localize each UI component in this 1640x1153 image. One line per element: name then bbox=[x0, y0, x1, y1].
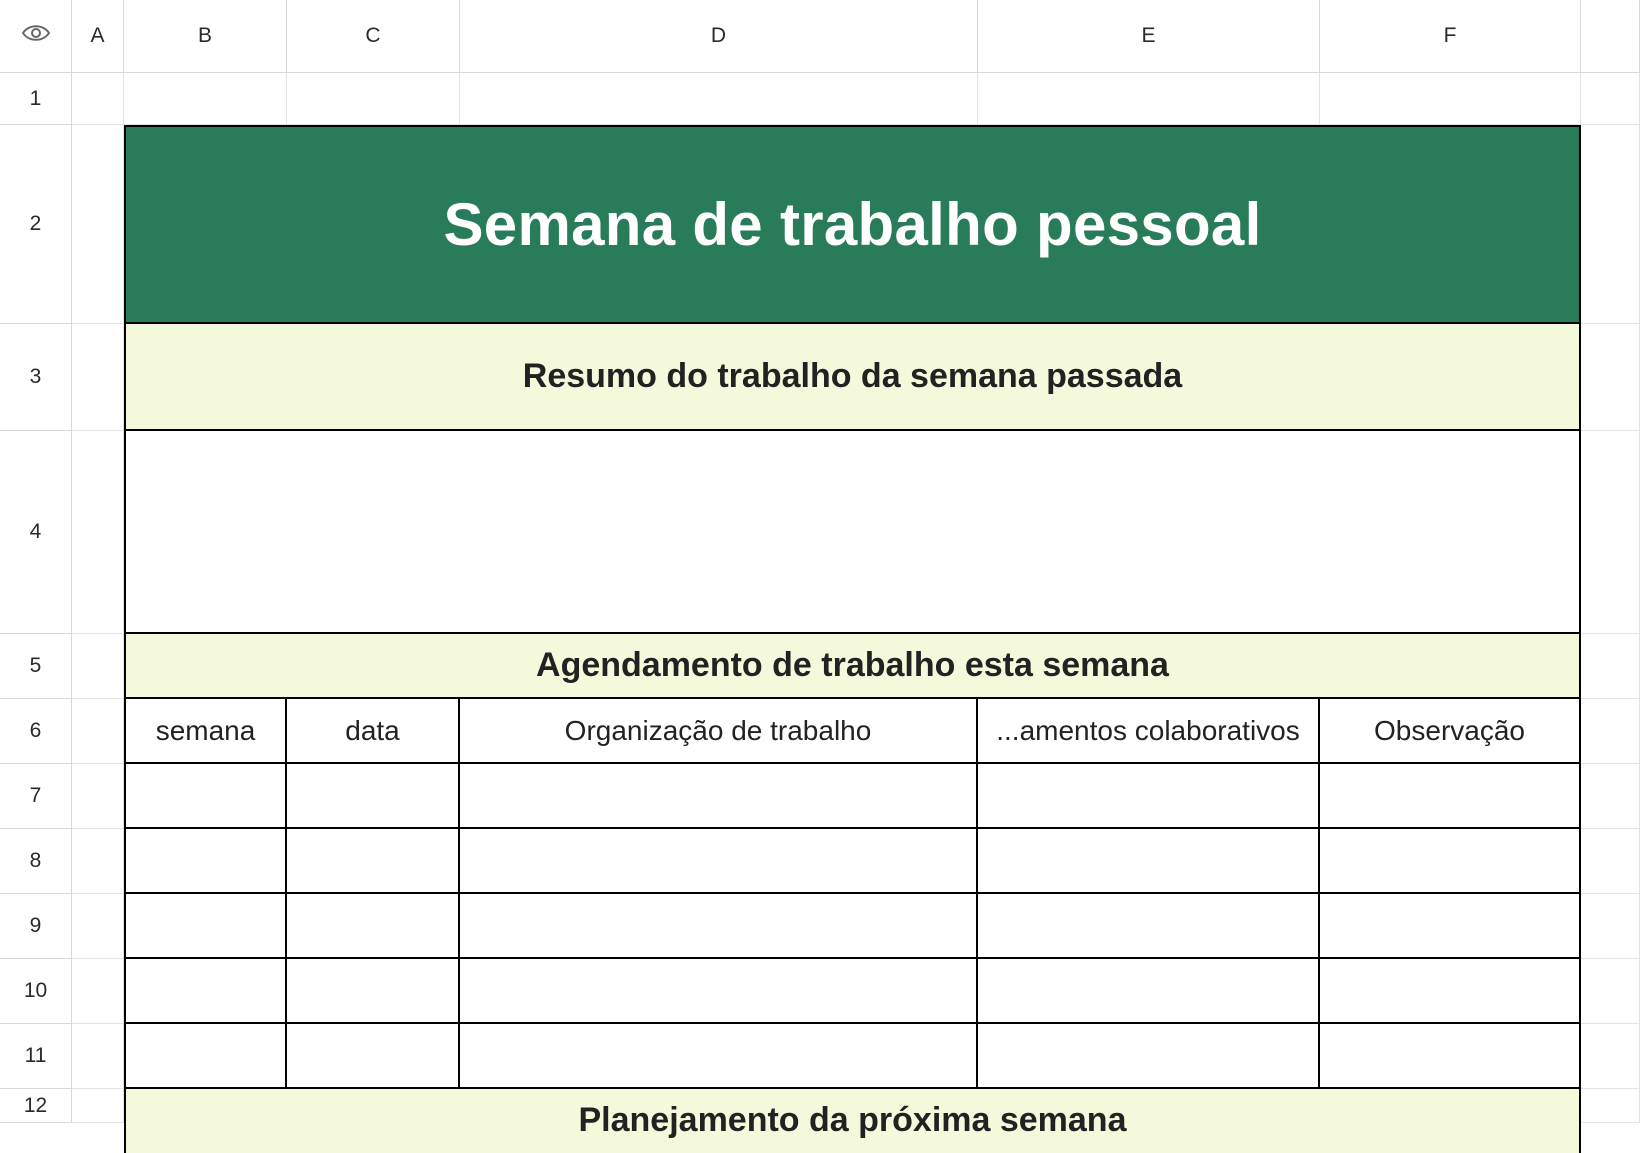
column-header-b[interactable]: B bbox=[124, 0, 287, 73]
grid-cell[interactable] bbox=[1581, 1089, 1640, 1123]
row-header-2[interactable]: 2 bbox=[0, 125, 72, 324]
header-collaborations[interactable]: ...amentos colaborativos bbox=[978, 699, 1320, 764]
grid-cell[interactable] bbox=[72, 73, 124, 125]
column-header-f[interactable]: F bbox=[1320, 0, 1581, 73]
grid-cell[interactable] bbox=[124, 73, 287, 125]
column-header-d[interactable]: D bbox=[460, 0, 978, 73]
row-header-11[interactable]: 11 bbox=[0, 1024, 72, 1089]
select-all-corner[interactable] bbox=[0, 0, 72, 73]
section-header-this-week[interactable]: Agendamento de trabalho esta semana bbox=[124, 634, 1581, 699]
grid-cell[interactable] bbox=[72, 894, 124, 959]
grid-cell[interactable] bbox=[72, 699, 124, 764]
grid-cell[interactable] bbox=[978, 73, 1320, 125]
grid-cell[interactable] bbox=[1581, 894, 1640, 959]
grid-cell[interactable] bbox=[1581, 431, 1640, 634]
grid-cell[interactable] bbox=[72, 125, 124, 324]
table-cell[interactable] bbox=[460, 1024, 978, 1089]
table-cell[interactable] bbox=[460, 894, 978, 959]
row-header-9[interactable]: 9 bbox=[0, 894, 72, 959]
grid-cell[interactable] bbox=[1581, 1024, 1640, 1089]
grid-cell[interactable] bbox=[72, 1089, 124, 1123]
column-header-a[interactable]: A bbox=[72, 0, 124, 73]
header-date[interactable]: data bbox=[287, 699, 460, 764]
column-header-c[interactable]: C bbox=[287, 0, 460, 73]
column-header-e[interactable]: E bbox=[978, 0, 1320, 73]
grid-cell[interactable] bbox=[1581, 699, 1640, 764]
table-cell[interactable] bbox=[287, 829, 460, 894]
row-header-1[interactable]: 1 bbox=[0, 73, 72, 125]
row-header-7[interactable]: 7 bbox=[0, 764, 72, 829]
table-cell[interactable] bbox=[978, 959, 1320, 1024]
grid-cell[interactable] bbox=[72, 959, 124, 1024]
table-cell[interactable] bbox=[1320, 764, 1581, 829]
table-cell[interactable] bbox=[978, 1024, 1320, 1089]
grid-cell[interactable] bbox=[1581, 764, 1640, 829]
table-cell[interactable] bbox=[460, 764, 978, 829]
column-header[interactable] bbox=[1581, 0, 1640, 73]
grid-cell[interactable] bbox=[72, 764, 124, 829]
grid-cell[interactable] bbox=[1581, 959, 1640, 1024]
table-cell[interactable] bbox=[1320, 894, 1581, 959]
summary-area[interactable] bbox=[124, 431, 1581, 634]
table-cell[interactable] bbox=[124, 829, 287, 894]
table-cell[interactable] bbox=[1320, 1024, 1581, 1089]
table-cell[interactable] bbox=[1320, 829, 1581, 894]
grid-cell[interactable] bbox=[460, 73, 978, 125]
grid-cell[interactable] bbox=[72, 829, 124, 894]
grid-cell[interactable] bbox=[1581, 324, 1640, 431]
table-cell[interactable] bbox=[1320, 959, 1581, 1024]
table-cell[interactable] bbox=[978, 764, 1320, 829]
row-header-10[interactable]: 10 bbox=[0, 959, 72, 1024]
table-cell[interactable] bbox=[460, 959, 978, 1024]
table-cell[interactable] bbox=[124, 1024, 287, 1089]
row-header-3[interactable]: 3 bbox=[0, 324, 72, 431]
table-cell[interactable] bbox=[978, 894, 1320, 959]
row-header-5[interactable]: 5 bbox=[0, 634, 72, 699]
header-observation[interactable]: Observação bbox=[1320, 699, 1581, 764]
table-cell[interactable] bbox=[287, 894, 460, 959]
eye-icon[interactable] bbox=[21, 23, 51, 49]
header-week[interactable]: semana bbox=[124, 699, 287, 764]
grid-cell[interactable] bbox=[72, 431, 124, 634]
section-header-next-week[interactable]: Planejamento da próxima semana bbox=[124, 1089, 1581, 1153]
grid-cell[interactable] bbox=[1581, 125, 1640, 324]
sheet-title[interactable]: Semana de trabalho pessoal bbox=[124, 125, 1581, 324]
row-header-6[interactable]: 6 bbox=[0, 699, 72, 764]
table-cell[interactable] bbox=[124, 959, 287, 1024]
grid-cell[interactable] bbox=[287, 73, 460, 125]
row-header-12[interactable]: 12 bbox=[0, 1089, 72, 1123]
row-header-8[interactable]: 8 bbox=[0, 829, 72, 894]
header-work-organization[interactable]: Organização de trabalho bbox=[460, 699, 978, 764]
grid-cell[interactable] bbox=[1581, 634, 1640, 699]
grid-cell[interactable] bbox=[72, 634, 124, 699]
grid-cell[interactable] bbox=[1320, 73, 1581, 125]
table-cell[interactable] bbox=[978, 829, 1320, 894]
table-cell[interactable] bbox=[287, 959, 460, 1024]
table-cell[interactable] bbox=[124, 764, 287, 829]
table-cell[interactable] bbox=[287, 1024, 460, 1089]
section-header-last-week[interactable]: Resumo do trabalho da semana passada bbox=[124, 324, 1581, 431]
grid-cell[interactable] bbox=[1581, 829, 1640, 894]
table-cell[interactable] bbox=[460, 829, 978, 894]
row-header-4[interactable]: 4 bbox=[0, 431, 72, 634]
grid-cell[interactable] bbox=[1581, 73, 1640, 125]
table-cell[interactable] bbox=[287, 764, 460, 829]
grid-cell[interactable] bbox=[72, 324, 124, 431]
table-cell[interactable] bbox=[124, 894, 287, 959]
grid-cell[interactable] bbox=[72, 1024, 124, 1089]
